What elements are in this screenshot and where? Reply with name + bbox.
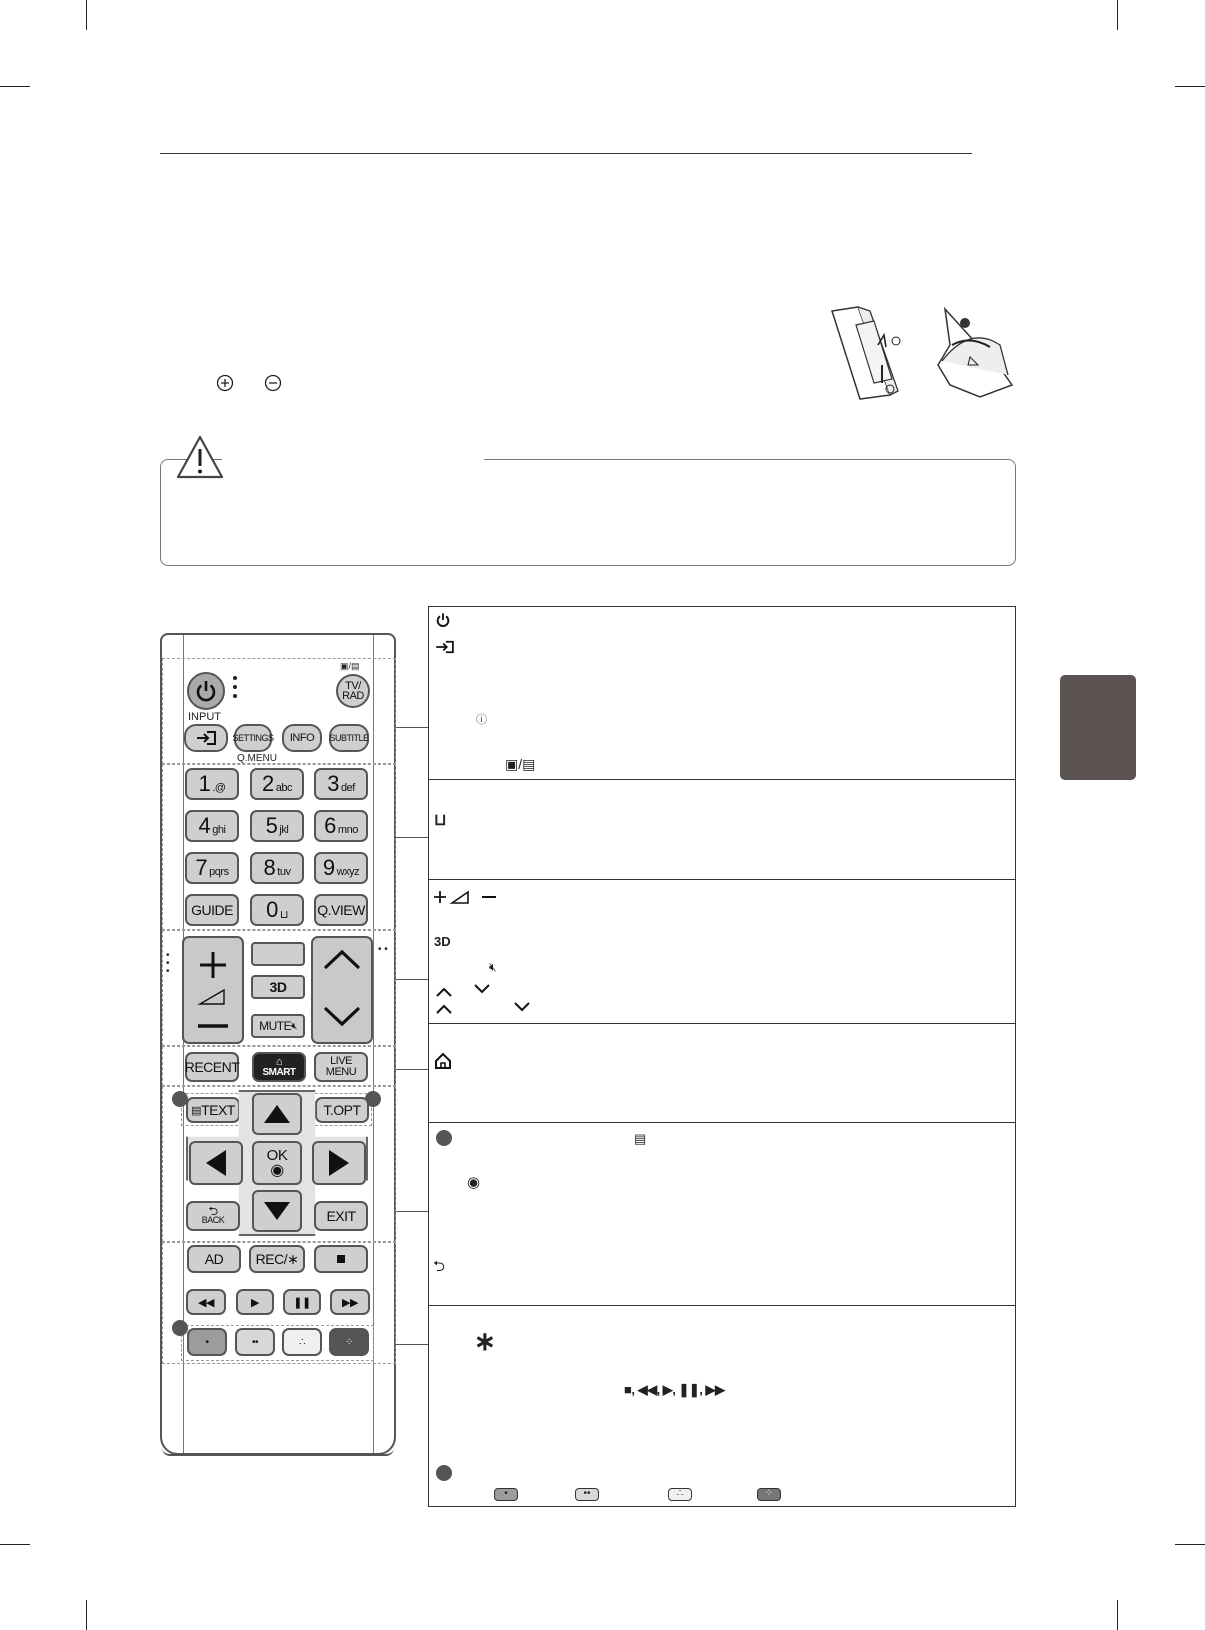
crop-mark bbox=[1175, 1544, 1205, 1545]
tv-radio-icon: ▣/▤ bbox=[505, 756, 536, 772]
blue-button[interactable] bbox=[329, 1328, 369, 1356]
key-0[interactable]: 0 ⊔ bbox=[250, 894, 304, 926]
yellow-swatch bbox=[668, 1488, 692, 1501]
key-4[interactable]: 4 ghi bbox=[185, 810, 239, 842]
key-1[interactable]: 1 .@ bbox=[185, 768, 239, 800]
green-swatch bbox=[575, 1488, 599, 1501]
three-dot-icon: ∴ bbox=[299, 1336, 305, 1348]
leader-line bbox=[396, 1211, 428, 1212]
marker-a-legend bbox=[436, 1130, 452, 1146]
power-dots bbox=[233, 676, 239, 706]
four-dot-icon: ⁘ bbox=[764, 1488, 774, 1499]
crop-mark bbox=[86, 1600, 87, 1630]
fast-forward-icon: ▶▶ bbox=[342, 1296, 358, 1309]
volume-rocker[interactable] bbox=[182, 936, 244, 1044]
channel-down-icon bbox=[473, 983, 491, 995]
leader-line bbox=[396, 727, 428, 728]
leader-line bbox=[396, 979, 428, 980]
four-dot-icon: ⁘ bbox=[345, 1336, 353, 1348]
left-button[interactable] bbox=[189, 1141, 243, 1185]
input-icon bbox=[434, 640, 456, 654]
row-divider bbox=[428, 1122, 1015, 1123]
power-icon bbox=[194, 679, 218, 703]
description-table bbox=[428, 606, 1016, 1507]
pause-button[interactable] bbox=[283, 1289, 321, 1315]
red-button[interactable] bbox=[187, 1328, 227, 1356]
leader-line bbox=[396, 1069, 428, 1070]
down-arrow-icon bbox=[263, 1200, 291, 1222]
channel-up-icon bbox=[435, 986, 453, 998]
teletext-icon: ▤ bbox=[634, 1131, 647, 1146]
asterisk-symbol: ∗ bbox=[474, 1326, 496, 1356]
pause-icon: ❚❚ bbox=[293, 1296, 311, 1309]
ok-button[interactable]: OK ◉ bbox=[252, 1141, 302, 1185]
tv-rad-button[interactable]: TV/ RAD bbox=[336, 674, 370, 708]
rec-button[interactable]: REC/∗ bbox=[249, 1245, 305, 1273]
input-label: INPUT bbox=[188, 711, 221, 723]
input-icon bbox=[194, 730, 218, 746]
header-rule bbox=[160, 153, 972, 154]
key-6[interactable]: 6 mno bbox=[314, 810, 368, 842]
row-divider bbox=[428, 779, 1015, 780]
yellow-button[interactable] bbox=[282, 1328, 322, 1356]
battery-cover-illustration bbox=[830, 305, 1030, 405]
two-dot-icon: •• bbox=[583, 1488, 591, 1499]
settings-button[interactable]: SETTINGS bbox=[234, 724, 272, 752]
page-down-icon bbox=[513, 1001, 531, 1013]
qview-button[interactable]: Q.VIEW bbox=[314, 894, 368, 926]
up-arrow-icon bbox=[263, 1103, 291, 1125]
text-button[interactable]: ▤ TEXT bbox=[186, 1097, 240, 1123]
one-dot-icon: • bbox=[504, 1488, 508, 1499]
exit-button[interactable]: EXIT bbox=[314, 1201, 368, 1231]
page-up-icon bbox=[435, 1003, 453, 1015]
volume-symbol-icon bbox=[434, 889, 500, 905]
play-icon: ▶ bbox=[251, 1296, 259, 1309]
tv-radio-small-icon: ▣/▤ bbox=[340, 661, 360, 671]
plus-circle-icon bbox=[216, 374, 234, 392]
info-icon: ⓘ bbox=[476, 714, 487, 726]
volume-dots: • • • bbox=[166, 950, 170, 977]
home-icon: ⌂ bbox=[275, 1055, 283, 1068]
3d-icon: 3D bbox=[434, 934, 451, 949]
crop-mark bbox=[1175, 86, 1205, 87]
row-divider bbox=[428, 879, 1015, 880]
warning-triangle-icon bbox=[175, 434, 225, 480]
rewind-icon: ◀◀ bbox=[198, 1296, 214, 1309]
volume-icons bbox=[184, 938, 242, 1042]
key-2[interactable]: 2 abc bbox=[250, 768, 304, 800]
key-9[interactable]: 9 wxyz bbox=[314, 852, 368, 884]
row-divider bbox=[428, 1305, 1015, 1306]
one-dot-icon: • bbox=[205, 1336, 209, 1348]
smart-button[interactable]: ⌂ SMART bbox=[252, 1052, 306, 1082]
mute-icon: 🔇︎ bbox=[291, 1020, 297, 1032]
space-icon: ⊔ bbox=[434, 812, 447, 829]
crop-mark bbox=[86, 0, 87, 30]
live-menu-button[interactable]: LIVE MENU bbox=[314, 1052, 368, 1082]
home-icon bbox=[434, 1052, 452, 1070]
channel-icons bbox=[313, 938, 371, 1042]
key-3[interactable]: 3 def bbox=[314, 768, 368, 800]
channel-rocker[interactable] bbox=[311, 936, 373, 1044]
right-button[interactable] bbox=[312, 1141, 366, 1185]
teletext-icon: ▤ bbox=[191, 1104, 202, 1117]
back-button[interactable]: ⮌ BACK bbox=[186, 1201, 240, 1231]
rewind-button[interactable] bbox=[186, 1289, 226, 1315]
up-button[interactable] bbox=[252, 1093, 302, 1135]
channel-dots: • • bbox=[378, 944, 388, 955]
leader-line bbox=[396, 837, 428, 838]
stop-button[interactable] bbox=[314, 1245, 368, 1273]
caution-box bbox=[160, 459, 1016, 566]
back-arrow-icon: ⮌ bbox=[433, 1258, 446, 1275]
mute-icon: 🔇︎ bbox=[489, 960, 497, 974]
minus-circle-icon bbox=[264, 374, 282, 392]
blue-swatch bbox=[757, 1488, 781, 1501]
back-arrow-icon: ⮌ bbox=[208, 1204, 218, 1218]
key-8[interactable]: 8 tuv bbox=[250, 852, 304, 884]
down-button[interactable] bbox=[252, 1190, 302, 1232]
3d-button[interactable]: 3D bbox=[251, 975, 305, 999]
caution-box-gap bbox=[222, 455, 484, 463]
key-5[interactable]: 5 jkl bbox=[250, 810, 304, 842]
space-icon: ⊔ bbox=[279, 908, 288, 921]
recent-button[interactable]: RECENT bbox=[185, 1052, 239, 1082]
ok-target-icon: ◉ bbox=[270, 1162, 284, 1179]
right-arrow-icon bbox=[327, 1149, 351, 1177]
chapter-tab bbox=[1060, 675, 1136, 780]
guide-button[interactable]: GUIDE bbox=[185, 894, 239, 926]
two-dot-icon: •• bbox=[251, 1336, 258, 1348]
three-dot-icon: ∴ bbox=[676, 1488, 684, 1499]
key-7[interactable]: 7 pqrs bbox=[185, 852, 239, 884]
marker-c-legend bbox=[436, 1465, 452, 1481]
topt-button[interactable]: T.OPT bbox=[315, 1097, 369, 1123]
green-button[interactable] bbox=[235, 1328, 275, 1356]
leader-line bbox=[396, 1344, 428, 1345]
play-button[interactable] bbox=[236, 1289, 274, 1315]
power-icon bbox=[435, 612, 451, 628]
marker-c bbox=[172, 1320, 188, 1336]
crop-mark bbox=[0, 86, 30, 87]
input-button[interactable] bbox=[184, 724, 228, 752]
stop-icon bbox=[337, 1255, 345, 1263]
crop-mark bbox=[1117, 0, 1118, 30]
row-divider bbox=[428, 1023, 1015, 1024]
blank-button[interactable] bbox=[251, 942, 305, 966]
subtitle-button[interactable]: SUBTITLE bbox=[329, 724, 369, 752]
crop-mark bbox=[1117, 1600, 1118, 1630]
crop-mark bbox=[0, 1544, 30, 1545]
left-arrow-icon bbox=[204, 1149, 228, 1177]
q-menu-label: Q.MENU bbox=[237, 753, 277, 764]
ffwd-button[interactable] bbox=[330, 1289, 370, 1315]
info-button[interactable]: INFO bbox=[282, 724, 322, 752]
mute-button[interactable]: MUTE 🔇︎ bbox=[251, 1014, 305, 1038]
ok-target-icon: ◉ bbox=[467, 1174, 481, 1191]
red-swatch bbox=[494, 1488, 518, 1501]
power-button[interactable] bbox=[187, 672, 225, 710]
remote-lip bbox=[162, 1448, 394, 1456]
ad-button[interactable]: AD bbox=[187, 1245, 241, 1273]
transport-symbols: ■, ◀◀, ▶, ❚❚, ▶▶ bbox=[624, 1382, 725, 1397]
